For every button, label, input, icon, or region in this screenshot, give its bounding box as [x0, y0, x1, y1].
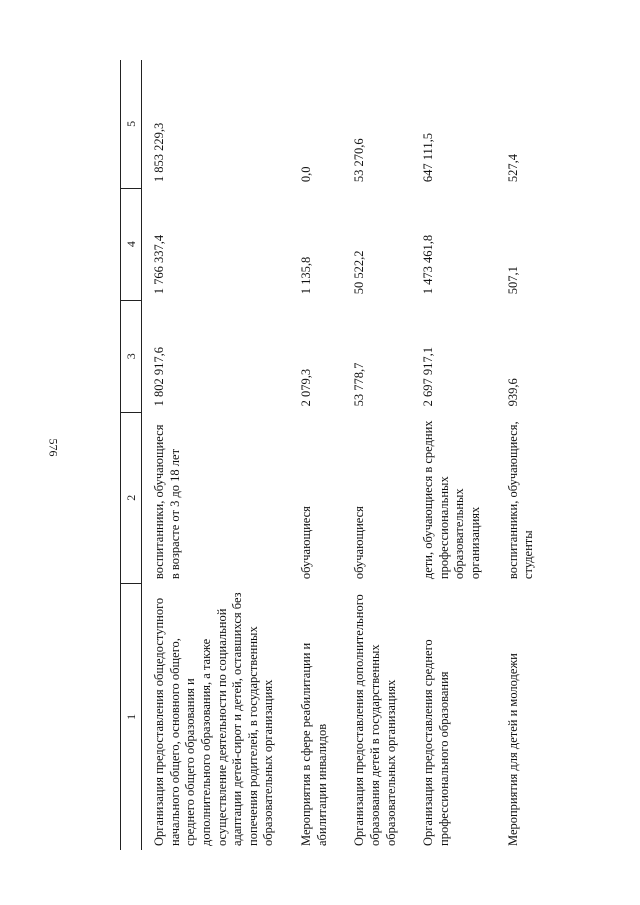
row-name: Мероприятия в сфере реабилитации и абилитации инвалидов: [299, 642, 329, 846]
budget-table: [120, 60, 549, 850]
table-row: [142, 60, 290, 850]
row-value-4: 507,1: [505, 266, 520, 295]
row-name: Организация предоставления общедоступного начального общего, основного общего, среднего общего образования и дополнительного образования, а также осуществление деятельности по социальной адаптации детей-сирот и детей, оставшихся без попечения родителей, в государственных образовательных организациях: [152, 592, 276, 846]
row-value-5: 647 111,5: [421, 133, 436, 183]
row-recipients: обучающиеся: [352, 506, 367, 580]
table-row: [411, 60, 496, 850]
column-header-5: 5: [121, 60, 142, 188]
table-row: [496, 60, 549, 850]
row-recipients: воспитанники, обучающиеся, студенты: [505, 421, 536, 580]
column-header-1: 1: [121, 583, 142, 850]
row-recipients: воспитанники, обучающиеся в возрасте от 3 до 18 лет: [152, 424, 182, 580]
column-header-4: 4: [121, 188, 142, 300]
row-value-3: 53 778,7: [352, 362, 367, 407]
row-recipients: обучающиеся: [299, 506, 313, 580]
row-value-3: 2 079,3: [299, 368, 313, 407]
row-value-3: 939,6: [505, 378, 520, 407]
row-value-5: 527,4: [505, 154, 520, 183]
row-name: Организация предоставления дополнительного образования детей в государственных образовательных организациях: [352, 594, 398, 846]
table-row: [342, 60, 411, 850]
row-value-4: 1 766 337,4: [152, 234, 166, 295]
row-value-4: 1 135,8: [299, 256, 313, 295]
row-value-5: 53 270,6: [352, 138, 367, 183]
page-number: 576: [46, 438, 61, 457]
table-header-row: [121, 60, 142, 850]
row-value-4: 1 473 461,8: [421, 234, 436, 295]
row-value-3: 1 802 917,6: [152, 346, 166, 407]
row-name: Мероприятия для детей и молодежи: [505, 653, 520, 846]
table-row: [289, 60, 342, 850]
row-value-3: 2 697 917,1: [421, 346, 436, 407]
row-name: Организация предоставления среднего профессионального образования: [421, 639, 451, 846]
row-value-5: 1 853 229,3: [152, 122, 166, 183]
column-header-3: 3: [121, 300, 142, 412]
row-value-4: 50 522,2: [352, 250, 367, 295]
row-recipients: дети, обучающиеся в средних профессиональных образовательных организациях: [421, 420, 482, 580]
rotated-table-container: [120, 60, 610, 850]
column-header-2: 2: [121, 412, 142, 583]
row-value-5: 0,0: [299, 166, 313, 183]
